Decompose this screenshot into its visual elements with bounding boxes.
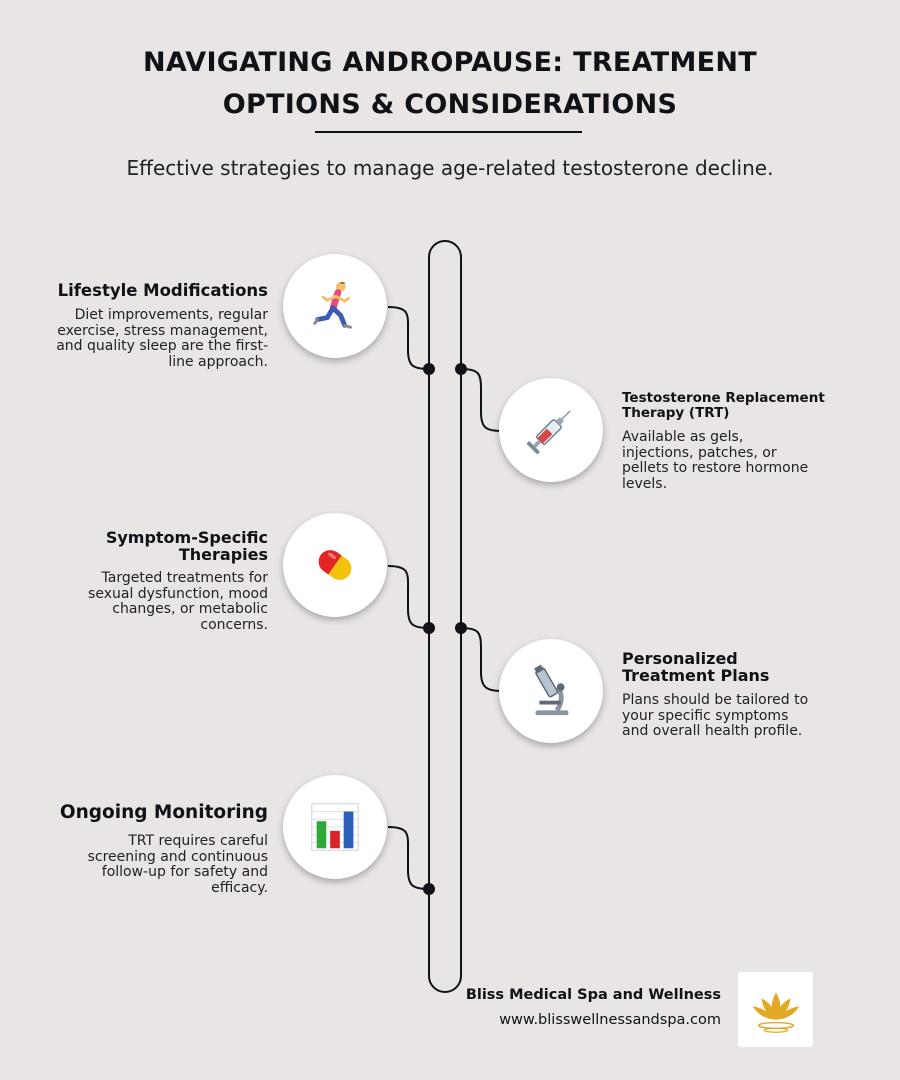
icon-circle-lifestyle: [283, 254, 387, 358]
connector-monitoring: [388, 827, 429, 889]
item-title-symptom: Symptom-Specific Therapies: [105, 528, 268, 564]
bar-chart-icon: [306, 798, 364, 856]
item-title-lifestyle: Lifestyle Modifications: [57, 281, 268, 300]
title-line-1: NAVIGATING ANDROPAUSE: TREATMENT: [142, 47, 757, 78]
lotus-logo-icon: [747, 981, 805, 1039]
item-title-monitoring: Ongoing Monitoring: [59, 802, 268, 823]
pill-icon: [306, 536, 364, 594]
timeline-loop: [429, 241, 461, 992]
item-desc-monitoring: TRT requires careful screening and continuous follow-up for safety and efficacy.: [87, 833, 268, 896]
connector-symptom: [388, 566, 429, 628]
connector-personalized: [461, 628, 502, 691]
track-dot: [423, 363, 435, 375]
microscope-icon: [522, 662, 580, 720]
item-title-personalized: Personalized Treatment Plans: [622, 649, 770, 685]
icon-circle-trt: [499, 378, 603, 482]
icon-circle-personalized: [499, 639, 603, 743]
syringe-icon: [522, 401, 580, 459]
icon-circle-monitoring: [283, 775, 387, 879]
brand-logo: [738, 972, 813, 1047]
title-line-2: OPTIONS & CONSIDERATIONS: [222, 89, 678, 120]
item-desc-trt: Available as gels, injections, patches, or pellets to restore hormone levels.: [622, 429, 809, 492]
track-dot: [455, 363, 467, 375]
item-title-trt: Testosterone Replacement Therapy (TRT): [622, 390, 825, 421]
track-dot: [455, 622, 467, 634]
track-dot: [423, 622, 435, 634]
runner-icon: [306, 277, 364, 335]
connector-trt: [461, 369, 502, 431]
icon-circle-symptom: [283, 513, 387, 617]
item-desc-lifestyle: Diet improvements, regular exercise, stress management, and quality sleep are the first- line approach.: [56, 307, 268, 370]
page-subtitle: Effective strategies to manage age-related testosterone decline.: [126, 156, 774, 180]
item-desc-symptom: Targeted treatments for sexual dysfunction, mood changes, or metabolic concerns.: [88, 570, 268, 633]
brand-url[interactable]: www.blisswellnessandspa.com: [499, 1012, 721, 1028]
item-desc-personalized: Plans should be tailored to your specific symptoms and overall health profile.: [622, 692, 809, 739]
brand-name: Bliss Medical Spa and Wellness: [465, 987, 721, 1003]
connector-lifestyle: [388, 307, 429, 369]
track-dot: [423, 883, 435, 895]
